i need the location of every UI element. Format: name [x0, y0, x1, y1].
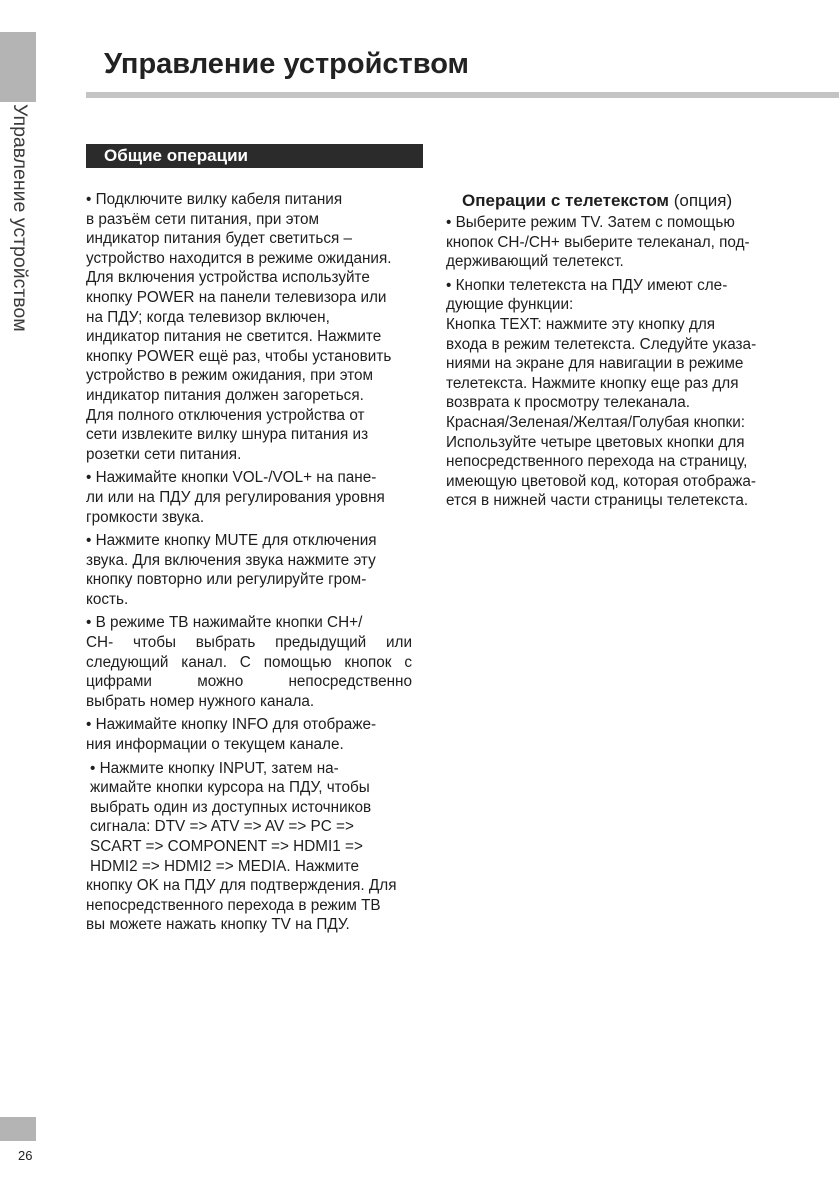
teletext-paragraph-4: Красная/Зеленая/Желтая/Голубая кнопки: Используйте четыре цветовых кнопки для непосредственного перехода на страницу, имеющую цветовой код, которая отобража- ется в нижней части страницы телетекста.: [446, 413, 756, 510]
sidebar-vertical-label: [7, 104, 31, 344]
left-column: [86, 190, 412, 935]
title-divider: [86, 92, 839, 98]
right-column: [446, 190, 782, 511]
input-paragraph: • Нажмите кнопку INPUT, затем на- жимайте кнопки курсора на ПДУ, чтобы выбрать один из доступных источников сигнала: DTV => ATV => AV => PC => SCART => COMPONENT => HDMI1 => HDMI2 => HDMI2 => MEDIA. Нажмите: [90, 759, 372, 875]
teletext-heading: [446, 190, 782, 212]
teletext-paragraph-2: • Кнопки телетекста на ПДУ имеют сле- дующие функции:: [446, 276, 728, 314]
channel-paragraph-line-2: CH- чтобы выбрать предыдущий или: [86, 634, 412, 652]
sidebar-tab-marker: [0, 32, 36, 102]
section-heading: Общие операции: [86, 144, 423, 168]
channel-paragraph-line-3: следующий канал. С помощью кнопок с: [86, 653, 412, 671]
channel-paragraph-line-5: выбрать номер нужного канала.: [86, 692, 315, 710]
channel-paragraph-line-4: цифрами можно непосредственно: [86, 673, 412, 691]
teletext-paragraph-3: Кнопка TEXT: нажмите эту кнопку для входа в режим телетекста. Следуйте указа- ниями на экране для навигации в режиме телетекста. Нажмите кнопку еще раз для возврата к просмотру телеканала.: [446, 315, 757, 412]
channel-paragraph-line-1: • В режиме ТВ нажимайте кнопки CH+/: [86, 614, 363, 632]
teletext-heading-option: (опция): [668, 191, 733, 210]
page-number: 26: [18, 1148, 33, 1163]
volume-paragraph: • Нажимайте кнопки VOL-/VOL+ на пане- ли или на ПДУ для регулирования уровня громкости звука.: [86, 469, 385, 526]
sidebar-vertical-text: Управление устройством: [9, 104, 31, 332]
input-paragraph-end: кнопку OK на ПДУ для подтверждения. Для непосредственного перехода в режим ТВ вы можете нажать кнопку TV на ПДУ.: [86, 877, 397, 934]
footer-tab-marker: [0, 1117, 36, 1141]
teletext-heading-bold: Операции с телетекстом: [462, 191, 669, 210]
mute-paragraph: • Нажмите кнопку MUTE для отключения звука. Для включения звука нажмите эту кнопку повторно или регулируйте гром- кость.: [86, 532, 377, 608]
info-paragraph: • Нажимайте кнопку INFO для отображе- ния информации о текущем канале.: [86, 716, 377, 754]
teletext-paragraph-1: • Выберите режим TV. Затем с помощью кнопок CH-/CH+ выберите телеканал, под- держивающий телетекст.: [446, 214, 750, 271]
page-title: Управление устройством: [104, 48, 469, 80]
power-paragraph: • Подключите вилку кабеля питания в разъём сети питания, при этом индикатор питания будет светиться – устройство находится в режиме ожидания. Для включения устройства используйте кнопку POWER на панели телевизора или на ПДУ; когда телевизор включен, индикатор питания не светится. Нажмите кнопку POWER ещё раз, чтобы установить устройство в режим ожидания, при этом индикатор питания должен загореться. Для полного отключения устройства от сети извлеките вилку шнура питания из розетки сети питания.: [86, 191, 392, 463]
